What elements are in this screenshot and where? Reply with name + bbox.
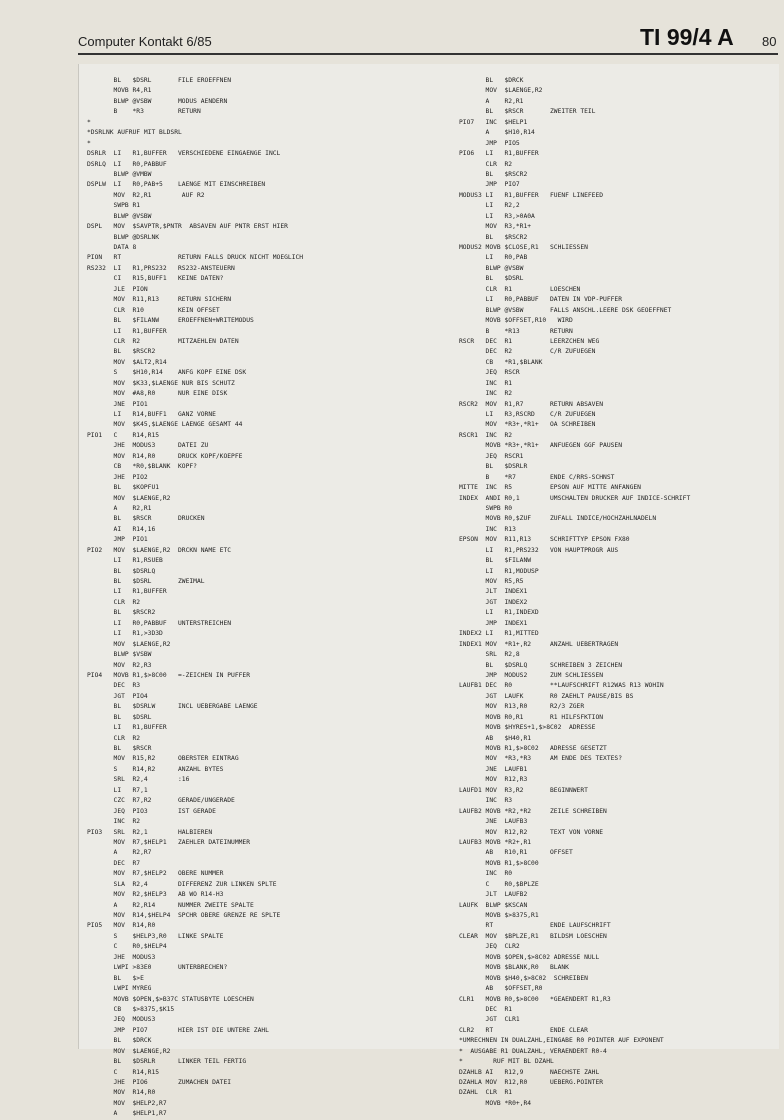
code-line: INC R2: [87, 818, 141, 826]
machine-title: TI 99/4 A: [640, 24, 734, 50]
code-line: MOVB $H40,$>8C02 SCHREIBEN: [459, 974, 588, 982]
code-line: JMP PIO5: [459, 139, 520, 147]
code-line: MODUS2 MOVB $CLOSE,R1 SCHLIESSEN: [459, 244, 588, 251]
code-line: JMP PIO1: [87, 536, 148, 544]
code-line: SWPB R0: [459, 504, 513, 512]
code-line: B *R13 RETURN: [459, 327, 573, 335]
code-line: JEQ RSCR: [459, 369, 520, 377]
code-line: MOV R12,R2 TEXT VON VORNE: [459, 828, 604, 836]
code-line: SLA R2,4 DIFFERENZ ZUR LINKEN SPLTE: [87, 880, 277, 888]
code-line: MOVB $OPEN,$>8C02 ADRESSE NULL: [459, 953, 600, 961]
code-line: S $H10,R14 ANFG KOPF EINE DSK: [87, 369, 247, 377]
code-line: SRL R2,8: [459, 651, 520, 659]
code-line: LI R2,2: [459, 202, 520, 210]
code-line: INDEX2 LI R1,MITTED: [459, 630, 539, 638]
code-line: LAUFB2 MOVB *R2,*R2 ZEILE SCHREIBEN: [459, 807, 607, 815]
publication-title: Computer Kontakt 6/85: [78, 34, 212, 49]
code-line: MOV R2,R1 AUF R2: [87, 191, 205, 199]
code-line: JEQ RSCR1: [459, 452, 524, 460]
code-line: PIO6 LI R1,BUFFER: [459, 150, 539, 158]
code-line: MOVB R0,R1 R1 HILFSFKTION: [459, 713, 604, 721]
code-line: JNE LAUFB1: [459, 765, 528, 773]
code-line: MOV #A8,R0 NUR EINE DISK: [87, 390, 228, 398]
code-line: CB *R0,$BLANK KOPF?: [87, 463, 197, 471]
code-line: MOV $LAENGE,R2: [87, 494, 171, 502]
code-line: CZC R7,R2 GERADE/UNGERADE: [87, 797, 235, 805]
code-line: CLR R2: [87, 734, 141, 742]
code-line: CI R15,BUFF1 KEINE DATEN?: [87, 275, 224, 283]
code-line: JGT INDEX2: [459, 598, 528, 606]
code-line: BL $DSRL: [459, 275, 524, 283]
header-rule: [78, 53, 778, 55]
code-line: DSRLQ LI R0,PABBUF: [87, 160, 167, 168]
code-line: DEC R1: [459, 1005, 513, 1013]
code-line: LI R1,PRS232 VON HAUPTPROGR AUS: [459, 546, 619, 554]
code-line: *: [87, 118, 91, 126]
code-line: BL $DSRLQ SCHREIBEN 3 ZEICHEN: [459, 661, 623, 669]
code-line: MOV R7,$HELP2 OBERE NUMMER: [87, 870, 224, 878]
code-line: PIO5 MOV R14,R0: [87, 922, 156, 930]
code-line: A R2,R1: [459, 97, 524, 105]
code-line: CLR1 MOVB R0,$>8C00 *GEAENDERT R1,R3: [459, 995, 611, 1003]
code-line: INC R3: [459, 797, 513, 805]
code-line: AB $OFFSET,R0: [459, 985, 543, 993]
code-line: BL $DSRLW INCL UEBERGABE LAENGE: [87, 703, 258, 711]
code-line: PIO1 C R14,R15: [87, 431, 160, 439]
code-line: JGT LAUFK R0 ZAEHLT PAUSE/BIS BS: [459, 692, 634, 700]
code-line: BL $RSCR2: [87, 348, 156, 356]
code-line: EPSON MOV R11,R13 SCHRIFTTYP EPSON FX80: [459, 536, 630, 544]
code-line: LI R0,PAB: [459, 254, 528, 262]
code-line: MOV R13,R0 R2/3 ZGER: [459, 703, 585, 711]
code-line: CLR R2: [459, 160, 513, 168]
code-line: *: [87, 139, 91, 147]
code-line: LI R3,>0A0A: [459, 212, 535, 220]
code-line: LI R1,INDEXD: [459, 609, 539, 617]
code-line: BL $DRCK: [87, 1037, 152, 1045]
code-line: MOV $K45,$LAENGE LAENGE GESAMT 44: [87, 421, 243, 429]
code-line: DZAHLA MOV R12,R0 UEBERG.POINTER: [459, 1079, 604, 1086]
code-line: * AUSGABE R1 DUALZAHL, VERAENDERT R0-4: [459, 1047, 607, 1055]
code-line: B *R3 RETURN: [87, 108, 201, 116]
code-listing: [78, 64, 779, 1118]
code-line: LI R1,MODUSP: [459, 567, 539, 575]
code-line: JLE PION: [87, 285, 148, 293]
code-line: BL $DSRL: [87, 713, 152, 721]
code-line: CB *R1,$BLANK: [459, 358, 543, 366]
code-line: LI R14,BUFF1 GANZ VORNE: [87, 411, 216, 418]
code-line: BLWP @VSBW FALLS ANSCHL.LEERE DSK GEOEFFNET: [459, 306, 672, 314]
code-line: BL $RSCR: [87, 745, 152, 752]
code-line: JEQ PIO3 IST GERADE: [87, 807, 216, 815]
code-line: DEC R7: [87, 859, 141, 867]
code-line: BLWP @VMBW: [87, 170, 152, 178]
code-line: RT ENDE LAUFSCHRIFT: [459, 922, 611, 930]
code-line: A $H10,R14: [459, 129, 535, 137]
code-line: BL $RSCR2: [87, 609, 156, 617]
code-line: LI R7,1: [87, 786, 148, 794]
listing-column-left: [87, 76, 471, 1120]
code-line: B *R7 ENDE C/RRS-SCHNST: [459, 473, 615, 481]
code-line: LI R1,BUFFER: [87, 724, 167, 732]
code-line: RSCR1 INC R2: [459, 431, 513, 439]
code-line: JHE MODUS3: [87, 953, 156, 961]
code-line: MOVB $>8375,R1: [459, 912, 539, 919]
code-line: *DSRLNK AUFRUF MIT BLDSRL: [87, 129, 182, 137]
code-line: JMP PIO7: [459, 181, 520, 189]
code-line: BLWP $VSBW: [87, 651, 152, 659]
code-line: JMP INDEX1: [459, 619, 528, 627]
code-line: JEQ MODUS3: [87, 1016, 156, 1024]
code-line: MOV R15,R2 OBERSTER EINTRAG: [87, 755, 239, 763]
code-line: INC R0: [459, 870, 513, 878]
code-line: BL $FILANW EROEFFNEN+WRITEMODUS: [87, 317, 254, 325]
code-line: AI R14,16: [87, 525, 156, 533]
code-line: LI R1,BUFFER: [87, 327, 167, 335]
code-line: MOVB R0,$ZUF ZUFALL INDICE/HOCHZAHLNADELN: [459, 515, 657, 523]
code-line: RS232 LI R1,PRS232 RS232-ANSTEUERN: [87, 264, 235, 272]
code-line: S $HELP3,R0 LINKE SPALTE: [87, 932, 224, 940]
code-line: JLT INDEX1: [459, 588, 528, 596]
code-line: CB $>8375,$K15: [87, 1005, 175, 1013]
code-line: MITTE INC R5 EPSON AUF MITTE ANFANGEN: [459, 484, 641, 492]
code-line: MOVB R4,R1: [87, 87, 152, 95]
code-line: JGT CLR1: [459, 1016, 520, 1024]
code-line: LAUFB1 DEC R0 **LAUFSCHRIFT R12WAS R13 WOHIN: [459, 682, 664, 690]
code-line: DEC R3: [87, 682, 141, 690]
code-line: CLEAR MOV $BPLZE,R1 BILDSM LOESCHEN: [459, 932, 607, 940]
code-line: LI R1,BUFFER: [87, 588, 167, 596]
code-line: BLWP @VSBW: [87, 212, 152, 220]
code-line: INC R13: [459, 525, 516, 533]
code-line: DSPL MOV $SAVPTR,$PNTR ABSAVEN AUF PNTR ERST HIER: [87, 223, 288, 231]
code-line: AB R10,R1 OFFSET: [459, 849, 573, 857]
code-line: LI R1,RSUEB: [87, 557, 163, 565]
code-line: INC R2: [459, 390, 513, 398]
code-line: DZAHL CLR R1: [459, 1089, 513, 1097]
code-line: * RUF MIT BL DZAHL: [459, 1058, 554, 1066]
page-header: [0, 0, 784, 54]
code-line: MOV $K33,$LAENGE NUR BIS SCHUTZ: [87, 379, 235, 387]
code-line: MOVB $OPEN,$>B37C STATUSBYTE LOESCHEN: [87, 995, 254, 1003]
code-line: CLR R1 LOESCHEN: [459, 285, 581, 293]
code-line: MOVB $BLANK,R0 BLANK: [459, 964, 569, 972]
code-line: JHE PIO2: [87, 473, 148, 481]
code-line: MOV R12,R3: [459, 776, 528, 784]
code-line: S R14,R2 ANZAHL BYTES: [87, 765, 224, 773]
code-line: MOV *R3,*R3 AM ENDE DES TEXTES?: [459, 755, 623, 763]
code-line: MOV R14,R0: [87, 1089, 156, 1097]
code-line: PIO4 MOVB R1,$>8C00 =-ZEICHEN IN PUFFER: [87, 671, 251, 679]
code-line: PIO3 SRL R2,1 HALBIEREN: [87, 828, 213, 836]
code-line: DSPLW LI R0,PAB+5 LAENGE MIT EINSCHREIBEN: [87, 181, 266, 189]
code-line: CLR R2 MITZAEHLEN DATEN: [87, 337, 239, 345]
code-line: JMP MODUS2 ZUM SCHLIESSEN: [459, 671, 604, 679]
code-line: CLR2 RT ENDE CLEAR: [459, 1026, 588, 1034]
code-line: BL $DSRLQ: [87, 567, 156, 575]
code-line: A R2,R7: [87, 849, 152, 857]
code-line: SRL R2,4 :16: [87, 776, 190, 784]
code-line: LWPI >83E0 UNTERBRECHEN?: [87, 964, 228, 972]
code-line: LWPI MYREG: [87, 985, 152, 993]
code-line: BL $RSCR ZWEITER TEIL: [459, 108, 596, 116]
code-line: BLWP @DSRLNK: [87, 233, 160, 241]
code-line: JNE PIO1: [87, 400, 148, 408]
code-line: PIO2 MOV $LAENGE,R2 DRCKN NAME ETC: [87, 546, 232, 554]
code-line: BL $RSCR DRUCKEN: [87, 515, 205, 523]
code-line: LI R1,>3D3D: [87, 630, 163, 638]
code-line: LAUFB3 MOVB *R2+,R1: [459, 838, 532, 846]
page-number: 80: [762, 34, 777, 49]
code-line: LI R0,PABBUF UNTERSTREICHEN: [87, 619, 232, 627]
code-line: MOVB $OFFSET,R10 WIRD: [459, 317, 573, 325]
code-line: MOV $LAENGE,R2: [459, 87, 543, 95]
code-line: A R2,R14 NUMMER ZWEITE SPALTE: [87, 901, 254, 909]
code-line: BL $FILANW: [459, 557, 532, 565]
code-line: BLWP @VSBW MODUS AENDERN: [87, 97, 228, 105]
code-line: JGT PIO4: [87, 692, 148, 700]
code-line: JHE PIO6 ZUMACHEN DATEI: [87, 1079, 232, 1086]
code-line: A R2,R1: [87, 504, 152, 512]
code-line: JLT LAUFB2: [459, 891, 528, 899]
code-line: JMP PIO7 HIER IST DIE UNTERE ZAHL: [87, 1026, 269, 1034]
code-line: MOV $LAENGE,R2: [87, 1047, 171, 1055]
code-line: C R0,$HELP4: [87, 943, 167, 951]
code-line: MOV $HELP2,R7: [87, 1099, 167, 1107]
code-line: DSRLR LI R1,BUFFER VERSCHIEDENE EINGAENGE INCL: [87, 150, 281, 158]
code-line: DEC R2 C/R ZUFUEGEN: [459, 348, 596, 356]
code-line: INC R1: [459, 379, 513, 387]
code-line: BL $RSCR2: [459, 233, 528, 241]
code-line: A $HELP1,R7: [87, 1110, 167, 1118]
code-line: AB $H40,R1: [459, 734, 532, 742]
code-line: RSCR DEC R1 LEERZCHEN WEG: [459, 337, 600, 345]
code-line: BL $DRCK: [459, 77, 524, 84]
code-line: MOV R3,*R1+: [459, 223, 532, 231]
code-line: BL $DSRLR LINKER TEIL FERTIG: [87, 1058, 247, 1066]
code-line: LAUFD1 MOV R3,R2 BEGINNWERT: [459, 786, 588, 794]
code-line: MOV R5,R5: [459, 578, 524, 585]
code-line: BL $DSRLR: [459, 463, 528, 471]
code-line: MOV R14,R0 DRUCK KOPF/KOEPFE: [87, 452, 243, 460]
code-line: DZAHLB AI R12,9 NAECHSTE ZAHL: [459, 1068, 600, 1076]
code-line: BL $DSRL ZWEIMAL: [87, 578, 205, 585]
code-line: C R0,$BPLZE: [459, 880, 539, 888]
code-line: MOV $LAENGE,R2: [87, 640, 171, 648]
code-line: INDEX ANDI R0,1 UMSCHALTEN DRUCKER AUF INDICE-SCHRIFT: [459, 494, 691, 502]
code-line: INDEX1 MOV *R1+,R2 ANZAHL UEBERTRAGEN: [459, 640, 619, 648]
code-line: BL $RSCR2: [459, 170, 528, 178]
code-line: MODUS3 LI R1,BUFFER FUENF LINEFEED: [459, 191, 604, 199]
code-line: JHE MODUS3 DATEI ZU: [87, 442, 209, 450]
code-line: JNE LAUFB3: [459, 818, 528, 826]
code-line: JEQ CLR2: [459, 943, 520, 951]
code-line: MOVB R1,$>8C02 ADRESSE GESETZT: [459, 745, 607, 752]
code-line: BL $DSRL FILE EROEFFNEN: [87, 77, 232, 84]
code-line: BL $>E: [87, 974, 144, 982]
code-line: MOVB *R3+,*R1+ ANFUEGEN GGF PAUSEN: [459, 442, 623, 450]
code-line: MOVB R1,$>8C00: [459, 859, 539, 867]
code-line: MOVB *R0+,R4: [459, 1099, 532, 1107]
code-line: LAUFK BLWP $KSCAN: [459, 901, 528, 909]
code-line: MOV R2,$HELP3 AB WO R14-H3: [87, 891, 224, 899]
code-line: PION RT RETURN FALLS DRUCK NICHT MOEGLICH: [87, 254, 304, 262]
code-line: SWPB R1: [87, 202, 141, 210]
code-line: LI R0,PABBUF DATEN IN VDP-PUFFER: [459, 296, 623, 304]
code-line: MOV $ALT2,R14: [87, 358, 167, 366]
code-line: CLR R2: [87, 598, 141, 606]
code-line: C R14,R15: [87, 1068, 160, 1076]
code-line: MOVB $HYRES+1,$>8C02 ADRESSE: [459, 724, 596, 732]
code-line: DATA 8: [87, 244, 137, 251]
code-line: *UMRECHNEN IN DUALZAHL,EINGABE R0 POINTER AUF EXPONENT: [459, 1037, 664, 1045]
code-line: CLR R10 KEIN OFFSET: [87, 306, 220, 314]
code-line: PIO7 INC $HELP1: [459, 118, 528, 126]
code-line: MOV R11,R13 RETURN SICHERN: [87, 296, 232, 304]
code-line: BL $KOPFU1: [87, 484, 160, 492]
code-line: MOV R2,R3: [87, 661, 152, 669]
code-line: BLWP @VSBW: [459, 264, 524, 272]
listing-column-right: [459, 76, 777, 1109]
code-line: MOV *R3+,*R1+ OA SCHREIBEN: [459, 421, 596, 429]
code-line: MOV R7,$HELP1 ZAEHLER DATEINUMMER: [87, 838, 251, 846]
code-line: RSCR2 MOV R1,R7 RETURN ABSAVEN: [459, 400, 604, 408]
code-line: LI R3,RSCRD C/R ZUFUEGEN: [459, 411, 596, 418]
code-line: MOV R14,$HELP4 SPCHR OBERE GRENZE RE SPLTE: [87, 912, 281, 919]
